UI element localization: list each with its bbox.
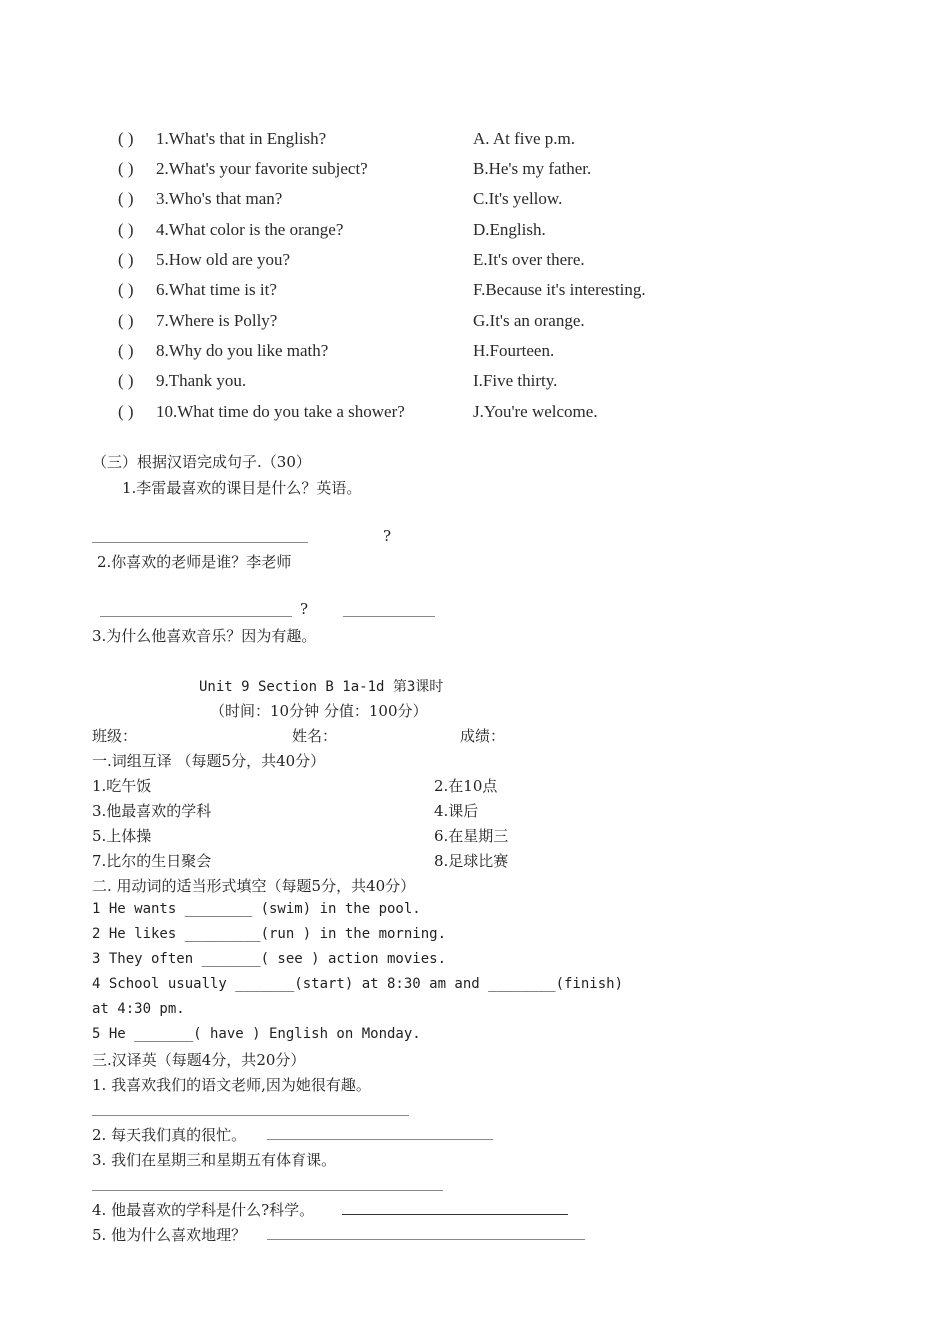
answer-paren[interactable]: ( ) [118,129,134,148]
section3-item-3: 3.为什么他喜欢音乐？因为有趣。 [92,627,317,645]
answer-line[interactable] [342,1214,568,1215]
answer-line[interactable] [92,1190,443,1191]
matching-answer: J.You're welcome. [473,402,598,421]
part1-item: 4.课后 [434,802,479,820]
matching-question: 4.What color is the orange? [156,220,344,239]
part2-heading: 二. 用动词的适当形式填空（每题5分，共40分） [92,877,416,895]
answer-line[interactable] [100,616,292,617]
matching-question: 8.Why do you like math? [156,341,329,360]
matching-row [118,280,718,308]
matching-answer: A. At five p.m. [473,129,575,148]
answer-paren[interactable]: ( ) [118,371,134,390]
part1-item: 7.比尔的生日聚会 [92,852,212,870]
part3-item: 4. 他最喜欢的学科是什么?科学。 [92,1201,315,1219]
matching-row [118,220,718,248]
answer-line[interactable] [92,542,308,543]
part2-item: 1 He wants ________ (swim) in the pool. [92,901,421,917]
answer-line[interactable] [343,616,435,617]
section3-heading: （三）根据汉语完成句子.（30） [92,453,311,471]
matching-row [118,402,718,430]
section3-item-1: 1.李雷最喜欢的课目是什么？英语。 [122,479,362,497]
matching-answer: C.It's yellow. [473,189,563,208]
part3-item: 3. 我们在星期三和星期五有体育课。 [92,1151,337,1169]
part2-item-continued: at 4:30 pm. [92,1001,185,1017]
answer-paren[interactable]: ( ) [118,189,134,208]
answer-paren[interactable]: ( ) [118,220,134,239]
matching-question: 1.What's that in English? [156,129,327,148]
matching-question: 6.What time is it? [156,280,277,299]
matching-row [118,129,718,157]
part1-item: 3.他最喜欢的学科 [92,802,212,820]
answer-paren[interactable]: ( ) [118,402,134,421]
part3-item: 1. 我喜欢我们的语文老师,因为她很有趣。 [92,1076,371,1094]
matching-row [118,311,718,339]
answer-line[interactable] [267,1239,585,1240]
matching-row [118,189,718,217]
part2-item: 2 He likes _________(run ) in the morning. [92,926,447,942]
matching-question: 3.Who's that man? [156,189,283,208]
part1-heading: 一.词组互译 （每题5分，共40分） [92,752,326,770]
matching-question: 7.Where is Polly? [156,311,278,330]
part1-item: 6.在星期三 [434,827,509,845]
part1-item: 5.上体操 [92,827,152,845]
matching-row [118,250,718,278]
answer-paren[interactable]: ( ) [118,341,134,360]
matching-row [118,159,718,187]
name-label: 姓名： [292,727,338,745]
part3-item: 2. 每天我们真的很忙。 [92,1126,247,1144]
matching-question: 5.How old are you? [156,250,291,269]
answer-paren[interactable]: ( ) [118,159,134,178]
answer-line[interactable] [92,1115,409,1116]
matching-row [118,371,718,399]
answer-paren[interactable]: ( ) [118,280,134,299]
question-mark: ? [300,600,309,618]
unit-subtitle: （时间：10分钟 分值：100分） [210,702,428,720]
score-label: 成绩： [460,727,506,745]
unit-title: Unit 9 Section B 1a-1d 第3课时 [199,679,444,695]
matching-answer: G.It's an orange. [473,311,585,330]
matching-answer: B.He's my father. [473,159,592,178]
matching-answer: E.It's over there. [473,250,585,269]
matching-answer: D.English. [473,220,546,239]
matching-row [118,341,718,369]
class-label: 班级： [92,727,138,745]
matching-answer: F.Because it's interesting. [473,280,646,299]
matching-question: 2.What's your favorite subject? [156,159,368,178]
section3-item-2: 2.你喜欢的老师是谁？李老师 [97,553,292,571]
matching-answer: H.Fourteen. [473,341,555,360]
answer-paren[interactable]: ( ) [118,250,134,269]
matching-question: 9.Thank you. [156,371,247,390]
part1-item: 2.在10点 [434,777,498,795]
part2-item: 3 They often _______( see ) action movies. [92,951,447,967]
part2-item: 5 He _______( have ) English on Monday. [92,1026,421,1042]
question-mark: ? [383,527,392,545]
part1-item: 8.足球比赛 [434,852,509,870]
answer-paren[interactable]: ( ) [118,311,134,330]
answer-line[interactable] [267,1139,493,1140]
part1-item: 1.吃午饭 [92,777,152,795]
matching-question: 10.What time do you take a shower? [156,402,405,421]
part3-heading: 三.汉译英（每题4分，共20分） [92,1051,306,1069]
part3-item: 5. 他为什么喜欢地理？ [92,1226,247,1244]
part2-item: 4 School usually _______(start) at 8:30 am and ________(finish) [92,976,624,992]
matching-answer: I.Five thirty. [473,371,558,390]
